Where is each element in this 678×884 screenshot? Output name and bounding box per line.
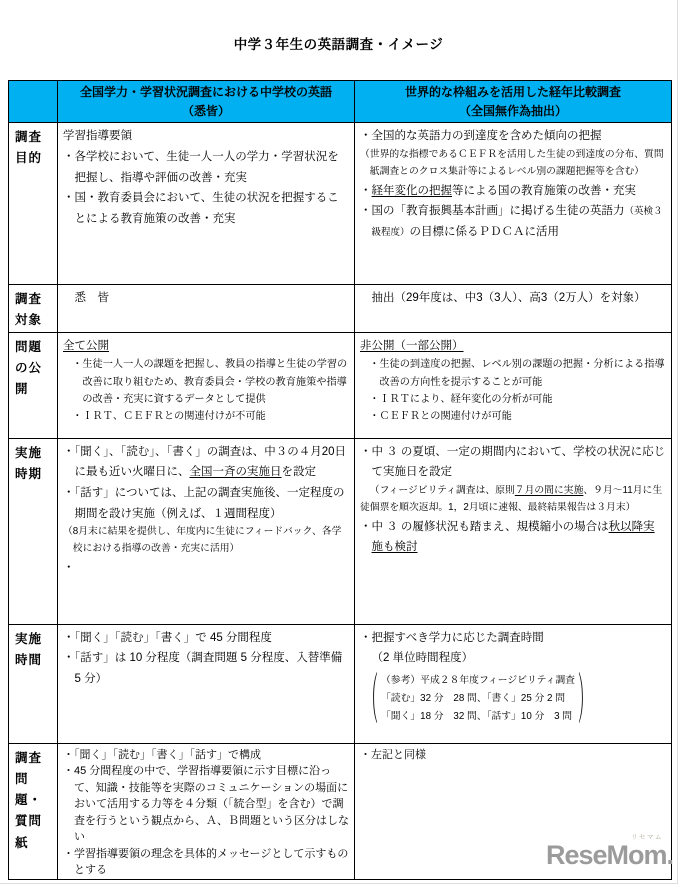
cell-text-line: ・国・教育委員会において、生徒の状況を把握することによる教育施策の改善・充実 <box>63 192 339 225</box>
cell-text-line: 非公開（一部公開） <box>360 339 464 352</box>
cell-text-line: ・各学校において、生徒一人一人の学力・学習状況を把握し、指導や評価の改善・充実 <box>63 150 339 184</box>
cell-left <box>58 332 355 438</box>
cell-text-line: （フィージビリティ調査は、原則７月の間に実施、９月～11月に生徒個票を順次返却。1，2月頃に速報、最終結果報告は３月末） <box>360 485 663 513</box>
cell-text-line: ・「聞く」「読む」「書く」「話す」で構成 <box>63 748 261 761</box>
cell-text-line: （世界的な指標であるＣＥＦＲを活用した生徒の到達度の分布、質問紙調査とのクロス集計等によるレベル別の課題把握等を含む） <box>360 148 664 177</box>
cell-text-line: ・国の「教育振興基本計画」に掲げる生徒の英語力（英検３級程度）の目標に係るＰＤＣＡに活用 <box>360 205 663 238</box>
header-col2-main: 世界的な枠組みを活用した経年比較調査 <box>404 85 621 99</box>
cell-left <box>58 438 355 624</box>
cell-text-line: ・ＩＲＴ、ＣＥＦＲとの関連付けが不可能 <box>72 411 266 423</box>
table-header-row <box>9 81 672 123</box>
cell-text-line: ・生徒の到達度の把握、レベル別の課題の把握・分析による指導改善の方向性を提示することが可能 <box>369 359 665 388</box>
cell-text-line: ・「話す」は 10 分程度（調査問題 5 分程度、入替準備 5 分） <box>63 652 343 686</box>
cell-right <box>355 285 672 333</box>
header-col1-sub: （悉皆） <box>181 103 230 118</box>
cell-left <box>58 285 355 333</box>
cell-right <box>355 624 672 743</box>
cell-right <box>355 123 672 285</box>
cell-text-line: ・「聞く」、「読む」、「書く」の調査は、中３の４月20日に最も近い火曜日に、全国一斉の実施日を設定 <box>63 445 347 479</box>
reference-bracket: （ （参考）平成２８年度フィージビリティ調査 「読む」32 分 28 問、「書く」25 分 2 問 「聞く」18 分 32 問、「話す」10 分 3 問 ） <box>364 668 592 731</box>
row-label: 調査 目的 <box>9 123 58 285</box>
row-label: 実施 時間 <box>9 624 58 743</box>
cell-text-line: 抽出（29年度は、中3（3人）、高3（2万人）を対象） <box>371 292 646 305</box>
table-row <box>9 332 672 438</box>
cell-text-line: ・左記と同様 <box>360 748 426 761</box>
cell-text-line: 全て公開 <box>63 339 109 352</box>
row-label: 調査 問題・ 質問 紙 <box>9 743 58 879</box>
row-label: 実施 時期 <box>9 438 58 624</box>
cell-text-line: ・ＩＲＴにより、経年変化の分析が可能 <box>369 394 553 406</box>
cell-text-line: （8月末に結果を提供し、年度内に生徒にフィードバック、各学校における指導の改善・充実に活用） <box>63 526 342 555</box>
survey-comparison-table <box>8 80 672 880</box>
row-label: 調査 対象 <box>9 285 58 333</box>
table-row <box>9 438 672 624</box>
resemom-logo-text: ReseMom. <box>545 840 673 870</box>
cell-text-line: ・45 分間程度の中で、学習指導要領に示す目標に沿って、知識・技能等を実際のコミュニケーションの場面において活用する力等を４分類（「統合型」を含む）で調査を行うという観点から、Ａ、Ｂ問題という区分はしない <box>63 765 349 844</box>
cell-left <box>58 123 355 285</box>
cell-text-line: （2 単位時間程度） <box>371 652 474 665</box>
cell-text-line: ・ <box>63 562 75 575</box>
header-blank-cell <box>9 81 58 123</box>
cell-text-line: ・「話す」については、上記の調査実施後、一定程度の期間を設け実施（例えば、１週間程度） <box>63 487 345 520</box>
cell-text-line: ・中 ３ の夏頃、一定の期間内において、学校の状況に応じて実施日を設定 <box>360 445 666 479</box>
header-col-national-survey <box>58 81 355 123</box>
cell-text-line: ・中 ３ の履修状況も踏まえ、規模縮小の場合は秋以降実施も検討 <box>360 520 655 554</box>
cell-text-line: 悉 皆 <box>74 292 109 305</box>
table-row <box>9 285 672 333</box>
cell-text-line: ・把握すべき学力に応じた調査時間 <box>360 631 544 644</box>
cell-right <box>355 438 672 624</box>
table-row <box>9 624 672 743</box>
table-row <box>9 123 672 285</box>
header-col-global-survey <box>355 81 672 123</box>
resemom-logo-ruby: リセマム <box>631 834 663 841</box>
cell-text-line: ・生徒一人一人の課題を把握し、教員の指導と生徒の学習の改善に取り組むため、教育委員会・学校の教育施策や指導の改善・充実に資するデータとして提供 <box>72 359 348 406</box>
cell-text-line: 学習指導要領 <box>63 130 132 143</box>
row-label: 問題 の公 開 <box>9 332 58 438</box>
cell-right <box>355 332 672 438</box>
cell-left <box>58 743 355 879</box>
cell-text-line: ・ＣＥＦＲとの関連付けが可能 <box>369 411 512 423</box>
header-col2-sub: （全国無作為抽出） <box>458 103 567 118</box>
cell-text-line: ・「聞く」「読む」「書く」で 45 分間程度 <box>63 631 272 644</box>
table-body <box>9 123 672 880</box>
cell-text-line: ・学習指導要領の理念を具体的メッセージとして示すものとする <box>63 847 349 877</box>
cell-left <box>58 624 355 743</box>
header-col1-main: 全国学力・学習状況調査における中学校の英語 <box>79 85 332 99</box>
page-title: 中学３年生の英語調査・イメージ <box>233 37 444 52</box>
resemom-logo <box>545 834 673 870</box>
cell-text-line: ・全国的な英語力の到達度を含めた傾向の把握 <box>360 130 602 143</box>
cell-text-line: ・経年変化の把握等による国の教育施策の改善・充実 <box>360 184 636 197</box>
